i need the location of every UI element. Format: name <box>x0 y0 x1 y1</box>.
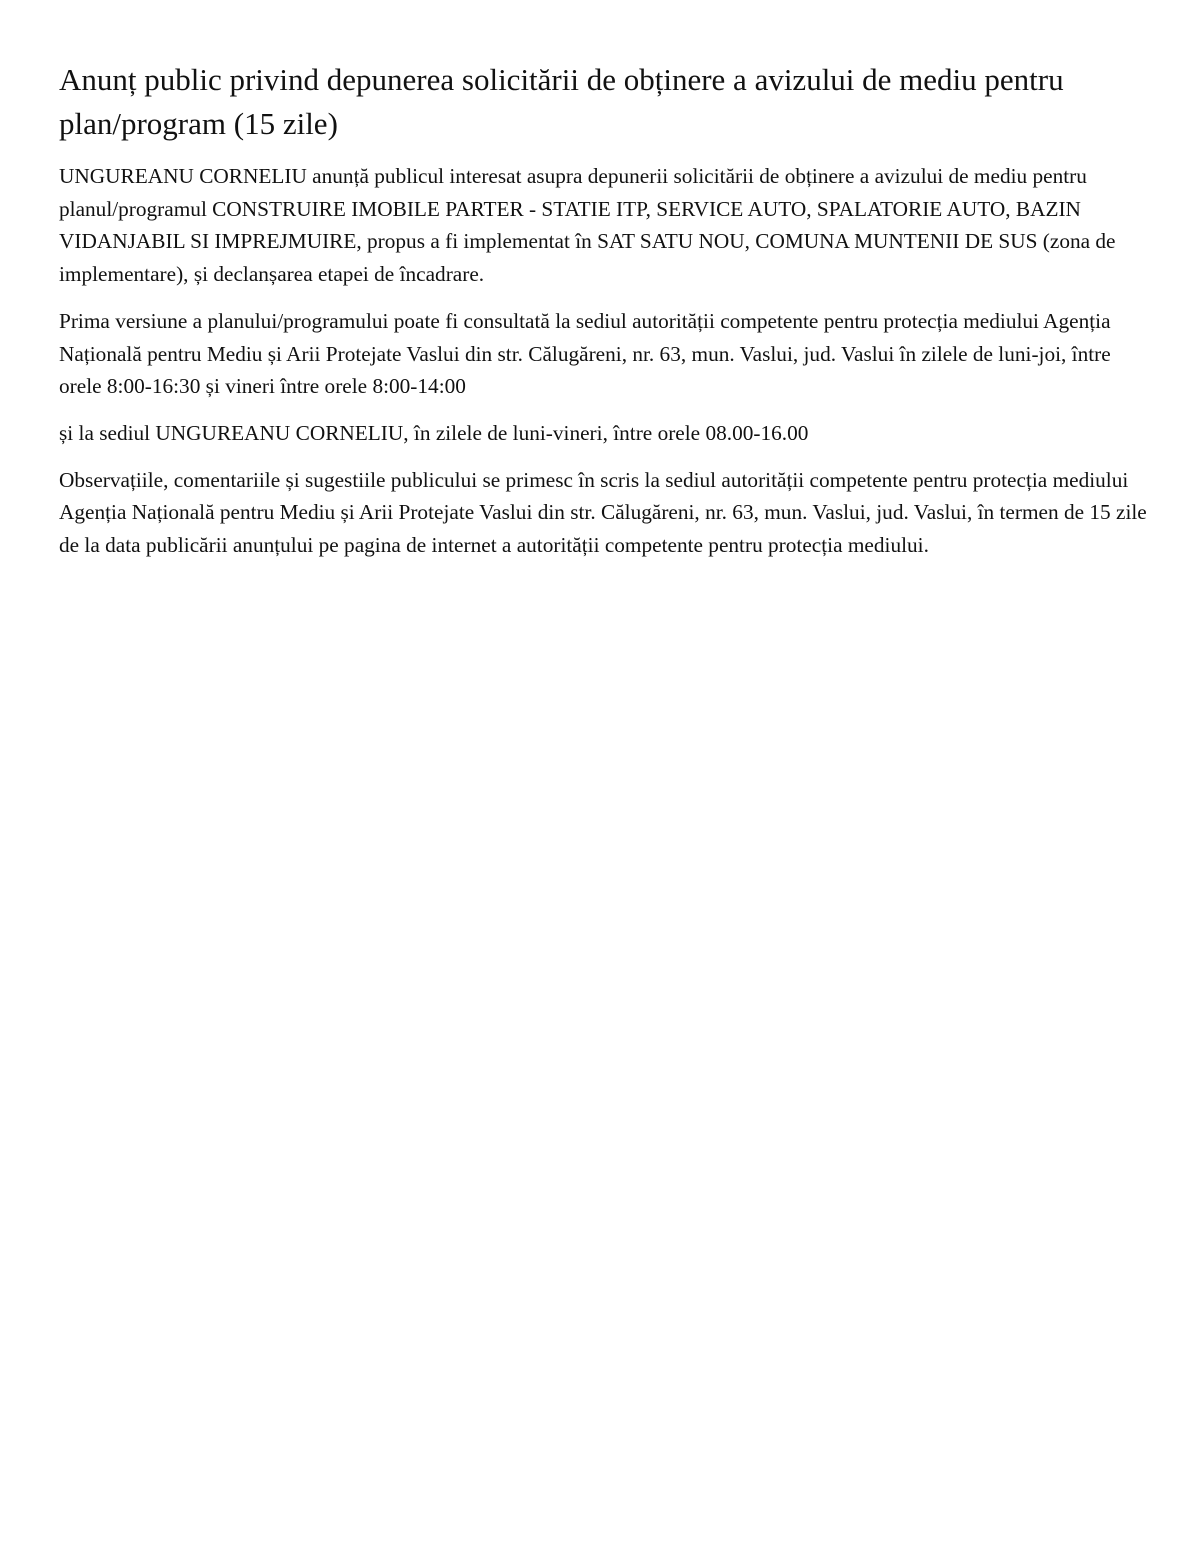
paragraph-consultation-authority: Prima versiune a planului/programului poate fi consultată la sediul autorității competente pentru protecția mediului Agenția Națională pentru Mediu și Arii Protejate Vaslui din str. Călugăreni, nr. 63, mun. Vaslui, jud. Vaslui în zilele de luni-joi, între orele 8:00-16:30 și vineri între orele 8:00-14:00 <box>59 308 1111 399</box>
paragraph-announcement: UNGUREANU CORNELIU anunță publicul interesat asupra depunerii solicitării de obținere a avizului de mediu pentru planul/programul CONSTRUIRE IMOBILE PARTER - STATIE ITP, SERVICE AUTO, SPALATORIE AUTO, BAZIN VIDANJABIL SI IMPREJMUIRE, propus a fi implementat în SAT SATU NOU, COMUNA MUNTENII DE SUS (zona de implementare), și declanșarea etapei de încadrare. <box>59 164 1116 287</box>
paragraph-consultation-proponent: și la sediul UNGUREANU CORNELIU, în zilele de luni-vineri, între orele 08.00-16.00 <box>59 420 809 445</box>
document-title: Anunț public privind depunerea solicitării de obținere a avizului de mediu pentru plan/program (15 zile) <box>59 62 1064 141</box>
paragraph-observations: Observațiile, comentariile și sugestiile publicului se primesc în scris la sediul autorității competente pentru protecția mediului Agenția Națională pentru Mediu și Arii Protejate Vaslui din str. Călugăreni, nr. 63, mun. Vaslui, jud. Vaslui, în termen de 15 zile de la data publicării anunțului pe pagina de internet a autorității competente pentru protecția mediului. <box>59 467 1147 558</box>
